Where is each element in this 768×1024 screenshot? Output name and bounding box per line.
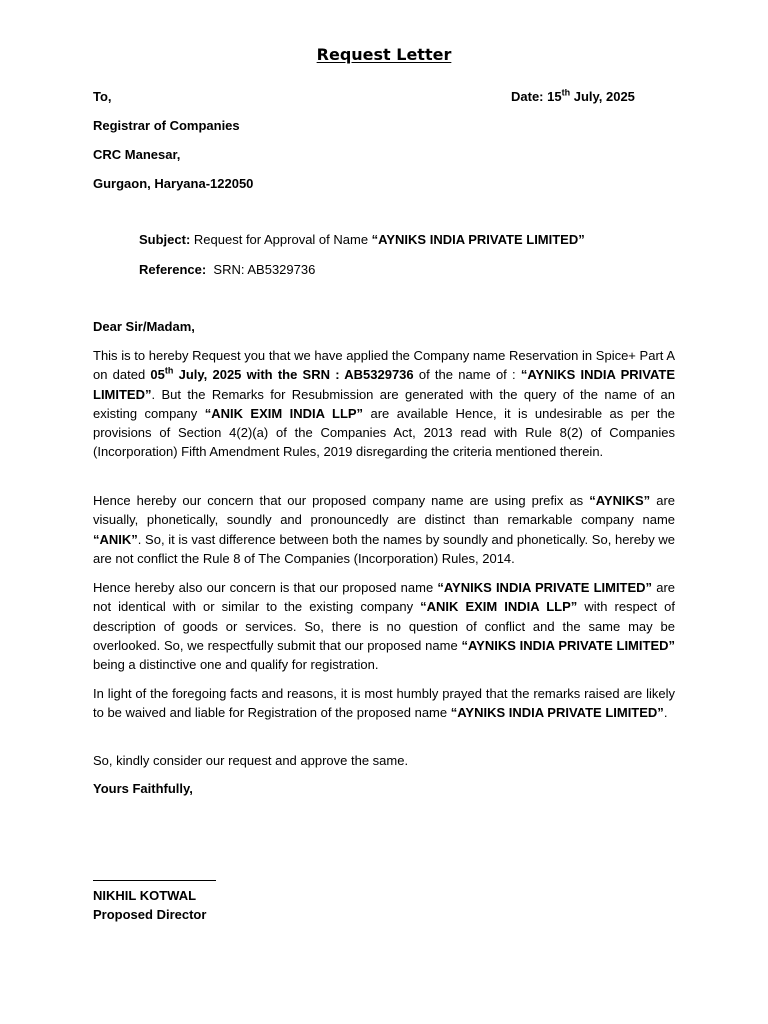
date-suffix: th: [561, 87, 571, 98]
signatory-name: NIKHIL KOTWAL: [93, 888, 197, 903]
address-line-2: CRC Manesar,: [93, 147, 181, 162]
p3-text-1: Hence hereby also our concern is that our proposed name: [93, 580, 438, 595]
p4-bold-name: “AYNIKS INDIA PRIVATE LIMITED”: [450, 705, 664, 721]
paragraph-3: [93, 578, 675, 674]
p3-text-2: are not identical with or similar to the existing company: [93, 580, 676, 615]
address-line-1: Registrar of Companies: [93, 118, 240, 133]
p3-bold-name: “AYNIKS INDIA PRIVATE LIMITED”: [437, 580, 653, 595]
p1-text-2: of the name of :: [413, 367, 521, 383]
p1-bold-name: “AYNIKS INDIA PRIVATE LIMITED”: [93, 367, 675, 402]
p2-text-2: are visually, phonetically, soundly and pronouncedly are distinct than remarkable company name: [93, 493, 676, 528]
p3-text-4: being a distinctive one and qualify for registration.: [93, 657, 379, 673]
p2-bold-anik: “ANIK”: [93, 531, 138, 547]
date-label: Date:: [511, 89, 544, 104]
p4-text-1: In light of the foregoing facts and reasons, it is most humbly prayed that the remarks raised are likely to be waived and liable for Registration of the proposed name: [93, 686, 675, 721]
p1-bold-date: 05: [150, 367, 165, 383]
p1-bold-srn: July, 2025 with the SRN : AB5329736: [173, 367, 414, 383]
p3-bold-name-2: “AYNIKS INDIA PRIVATE LIMITED”: [461, 637, 675, 653]
subject-text: Request for Approval of Name: [190, 232, 372, 247]
page-title: Request Letter: [316, 45, 452, 64]
letter-date: [511, 88, 635, 105]
subject-line: [139, 231, 585, 248]
p2-text-1: Hence hereby our concern that our proposed company name are using prefix as: [93, 493, 590, 508]
to-label: To,: [93, 89, 112, 104]
p3-bold-existing: “ANIK EXIM INDIA LLP”: [420, 599, 578, 615]
signatory-designation: Proposed Director: [93, 907, 207, 922]
subject-label: Subject:: [139, 232, 191, 247]
p1-text-1: This is to hereby Request you that we have applied the Company name Reservation in Spice+ Part A on dated: [93, 348, 675, 383]
p1-text-4: are available Hence, it is undesirable as per the provisions of Section 4(2)(a) of the Companies Act, 2013 read with Rule 8(2) of Companies (Incorporation) Fifth Amendment Rules, 2019 disregarding the criteria mentioned therein.: [93, 405, 675, 460]
closing: Yours Faithfully,: [93, 781, 193, 796]
p1-text-3: . But the Remarks for Resubmission are generated with the query of the name of an existing company: [93, 386, 675, 421]
p4-text-2: .: [663, 705, 668, 721]
reference-line: [139, 261, 315, 278]
p1-bold-existing: “ANIK EXIM INDIA LLP”: [204, 405, 364, 421]
reference-label: Reference:: [139, 262, 207, 277]
paragraph-4: [93, 684, 675, 723]
p1-bold-date-suffix: th: [164, 365, 174, 376]
paragraph-2: [93, 491, 675, 568]
p3-text-3: with respect of description of goods or services. So, there is no question of conflict and the same may be overlooked. So, we respectfully submit that our proposed name: [93, 599, 675, 653]
reference-text: SRN: AB5329736: [206, 262, 316, 277]
p2-text-3: . So, it is vast difference between both the names by soundly and phonetically. So, hereby we are not conflict the Rule 8 of The Companies (Incorporation) Rules, 2014.: [93, 531, 675, 566]
address-line-3: Gurgaon, Haryana-122050: [93, 176, 254, 191]
paragraph-1: [93, 346, 675, 462]
p2-bold-prefix: “AYNIKS”: [589, 493, 651, 508]
date-day: 15: [547, 89, 562, 104]
salutation: Dear Sir/Madam,: [93, 319, 195, 334]
paragraph-5: So, kindly consider our request and approve the same.: [93, 753, 409, 768]
subject-name: “AYNIKS INDIA PRIVATE LIMITED”: [371, 232, 585, 247]
signature-line: [93, 880, 216, 881]
date-rest: July, 2025: [570, 89, 635, 104]
